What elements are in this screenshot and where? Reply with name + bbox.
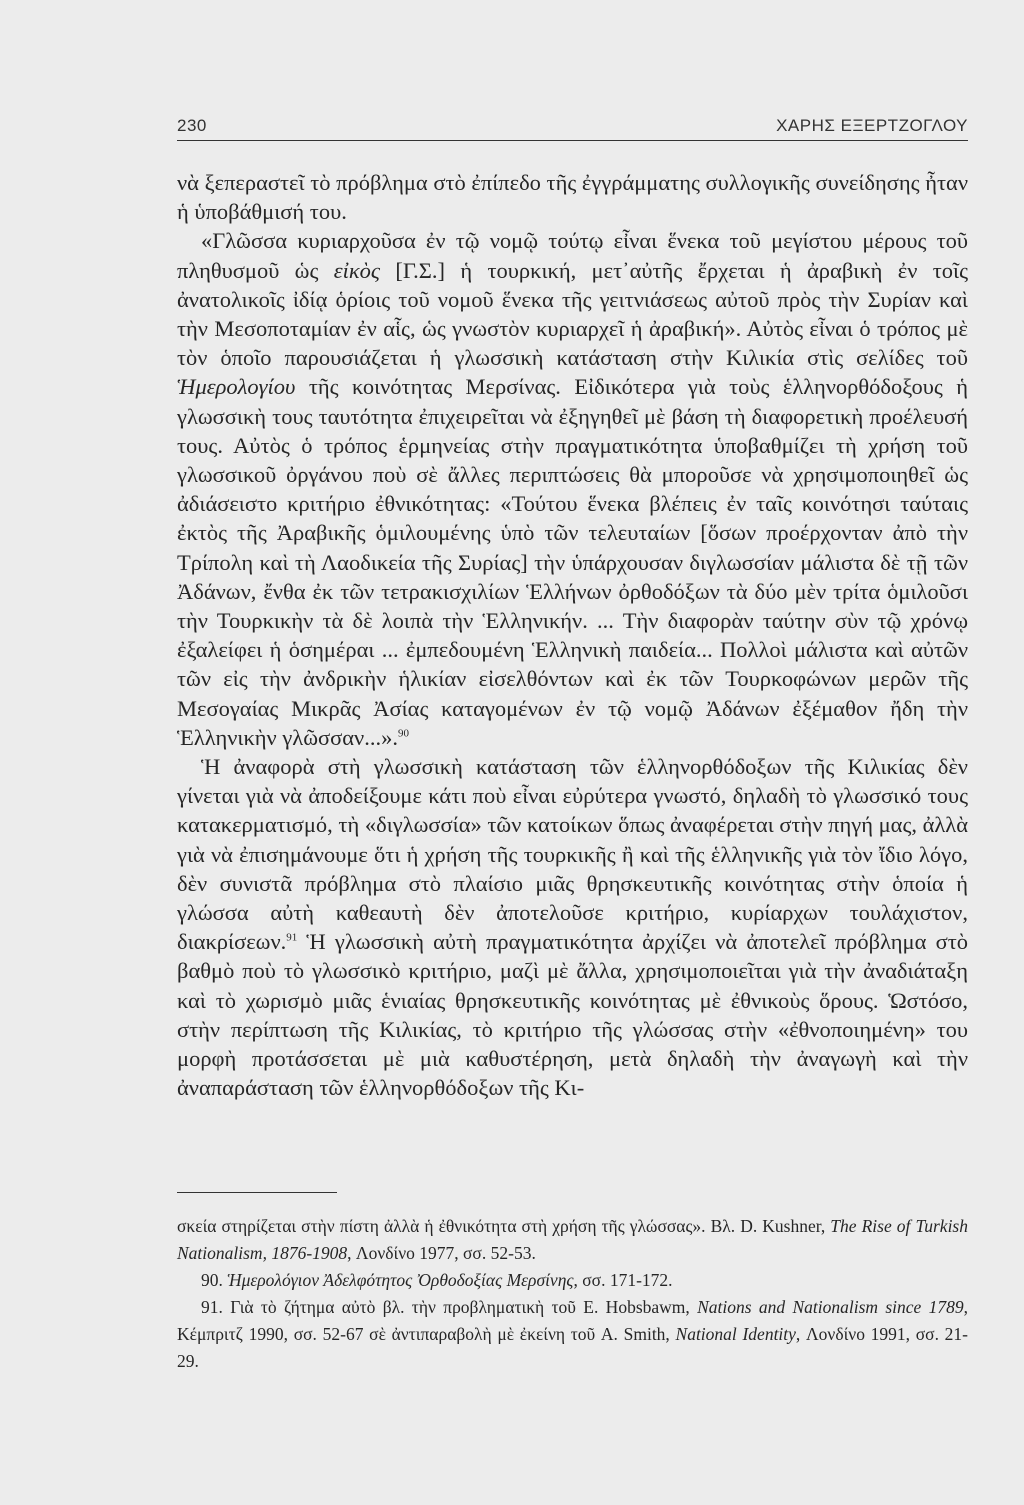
paragraph-2: «Γλῶσσα κυριαρχοῦσα ἐν τῷ νομῷ τούτῳ εἶναι ἕνεκα τοῦ μεγίστου μέρους τοῦ πληθυσμοῦ ὡς εἰκὸς [Γ.Σ.] ἡ τουρκική, μετ᾽αὐτῆς ἔρχεται ἡ ἀραβικὴ ἐν τοῖς ἀνατολικοῖς ἰδίᾳ ὁρίοις τοῦ νομοῦ ἕνεκα τῆς γειτνιάσεως αὐτοῦ πρὸς τὴν Συρίαν καὶ τὴν Μεσοποταμίαν ἐν αἷς, ὡς γνωστὸν κυριαρχεῖ ἡ ἀραβική». Αὐτὸς εἶναι ὁ τρόπος μὲ τὸν ὁποῖο παρουσιάζεται ἡ γλωσσικὴ κατάσταση στὴν Κιλικία στὶς σελίδες τοῦ Ἡμερολογίου τῆς κοινότητας Μερσίνας. Εἰδικότερα γιὰ τοὺς ἑλληνορθόδοξους ἡ γλωσσικὴ τους ταυτότητα ἐπιχειρεῖται νὰ ἐξηγηθεῖ μὲ βάση τὴ διαφορετικὴ προέλευσή τους. Αὐτὸς ὁ τρόπος ἑρμηνείας στὴν πραγματικότητα ὑποβαθμίζει τὴ χρήση τοῦ γλωσσικοῦ ὀργάνου ποὺ σὲ ἄλλες περιπτώσεις θὰ μποροῦσε νὰ χρησιμοποιηθεῖ ὡς ἀδιάσειστο κριτήριο ἐθνικότητας: «Τούτου ἕνεκα βλέπεις ἐν ταῖς κοινότησι ταύταις ἐκτὸς τῆς Ἀραβικῆς ὁμιλουμένης ὑπὸ τῶν τελευταίων [ὅσων προέρχονταν ἀπὸ τὴν Τρίπολη καὶ τὴ Λαοδικεία τῆς Συρίας] τὴν ὑπάρχουσαν διγλωσσίαν μάλιστα δὲ τῇ τῶν Ἀδάνων, ἔνθα ἐκ τῶν τετρακισχιλίων Ἑλλήνων ὀρθοδόξων τὰ δύο μὲν τρίτα ὁμιλοῦσι τὴν Τουρκικὴν τὰ δὲ λοιπὰ τὴν Ἑλληνικήν. ... Τὴν διαφορὰν ταύτην σὺν τῷ χρόνῳ ἐξαλείφει ἡ ὁσημέραι ... ἐμπεδουμένη Ἑλληνικὴ παιδεία... Πολλοὶ μάλιστα καὶ αὐτῶν τῶν εἰς τὴν ἀνδρικὴν ἡλικίαν εἰσελθόντων καὶ ἐκ τῶν Τουρκοφώνων μερῶν τῆς Μεσογαίας Μικρᾶς Ἀσίας καταγομένων ἐν τῷ νομῷ Ἀδάνων ἐξέμαθον ἤδη τὴν Ἑλληνικὴν γλῶσσαν...».$^{90}$ — [177, 228, 968, 750]
footnote-ref-91[interactable]: 91 — [286, 931, 298, 944]
page-number: 230 — [177, 116, 207, 135]
footnote-90: 90. Ἡμερολόγιον Ἀδελφότητος Ὀρθοδοξίας Μερσίνης, σσ. 171-172. — [201, 1270, 673, 1290]
footnote-91: 91. Γιὰ τὸ ζήτημα αὐτὸ βλ. τὴν προβληματικὴ τοῦ E. Hobsbawm, Nations and Nationalism since 1789, Κέμπριτζ 1990, σσ. 52-67 σὲ ἀντιπαραβολὴ μὲ ἐκείνη τοῦ A. Smith, National Identity, Λονδίνο 1991, σσ. 21-29. — [177, 1297, 969, 1371]
paragraph-3: Ἡ ἀναφορὰ στὴ γλωσσικὴ κατάσταση τῶν ἑλληνορθόδοξων τῆς Κιλικίας δὲν γίνεται γιὰ νὰ ἀποδείξουμε κάτι ποὺ εἶναι εὐρύτερα γνωστό, δηλαδὴ τὸ γλωσσικό τους κατακερματισμό, τὴ «διγλωσσία» τῶν κατοίκων ὅπως ἀναφέρεται στὴν πηγή μας, ἀλλὰ γιὰ νὰ ἐπισημάνουμε ὅτι ἡ χρήση τῆς τουρκικῆς ἢ καὶ τῆς ἑλληνικῆς γιὰ τὸν ἴδιο λόγο, δὲν συνιστᾶ πρόβλημα στὸ πλαίσιο μιᾶς θρησκευτικῆς κοινότητας στὴν ὁποία ἡ γλώσσα αὐτὴ καθεαυτὴ δὲν ἀποτελοῦσε κριτήριο, κυρίαρχων τουλάχιστον, διακρίσεων.$^{91}$ Ἡ γλωσσικὴ αὐτὴ πραγματικότητα ἀρχίζει νὰ ἀποτελεῖ πρόβλημα στὸ βαθμὸ ποὺ τὸ γλωσσικὸ κριτήριο, μαζὶ μὲ ἄλλα, χρησιμοποιεῖται γιὰ τὴν ἀναδιάταξη καὶ τὸ χωρισμὸ μιᾶς ἑνιαίας θρησκευτικῆς κοινότητας μὲ ἐθνικοὺς ὅρους. Ὡστόσο, στὴν περίπτωση τῆς Κιλικίας, τὸ κριτήριο τῆς γλώσσας στὴν «ἐθνοποιημένη» του μορφὴ προτάσσεται μὲ μιὰ καθυστέρηση, μετὰ δηλαδὴ τὴν ἀναγωγὴ καὶ τὴν ἀναπαράσταση τῶν ἑλληνορθόδοξων τῆς Κι- — [177, 754, 968, 1101]
footnote-divider — [177, 1192, 337, 1193]
footnote-continued: σκεία στηρίζεται στὴν πίστη ἀλλὰ ἡ ἐθνικότητα στὴ χρήση τῆς γλώσσας». Βλ. D. Kushner, The Rise of Turkish Nationalism, 1876-1908, Λονδίνο 1977, σσ. 52-53. — [177, 1216, 968, 1263]
paragraph-1: νὰ ξεπεραστεῖ τὸ πρόβλημα στὸ ἐπίπεδο τῆς ἐγγράμματης συλλογικῆς συνείδησης ἦταν ἡ ὑποβάθμισή του. — [177, 170, 968, 225]
footnote-ref-90[interactable]: 90 — [397, 727, 409, 740]
running-head: ΧΑΡΗΣ ΕΞΕΡΤΖΟΓΛΟΥ — [776, 116, 968, 135]
footnotes — [177, 1213, 968, 1375]
main-text — [177, 168, 968, 1103]
page-header — [177, 112, 968, 141]
